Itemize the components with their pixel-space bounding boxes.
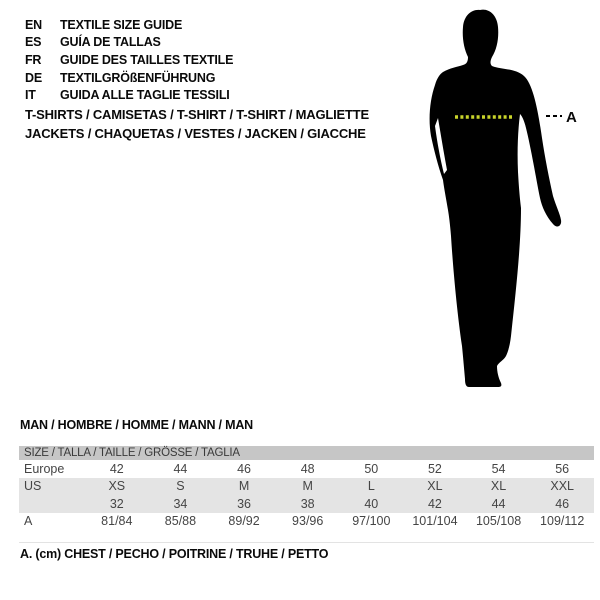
size-cell: M <box>302 479 313 494</box>
size-table <box>19 446 594 530</box>
language-row-en <box>25 16 233 34</box>
size-cell: 48 <box>300 461 315 476</box>
man-silhouette <box>410 0 600 400</box>
table-row-numeric <box>19 495 594 513</box>
table-row-europe <box>19 460 594 478</box>
size-cell: 54 <box>491 461 506 476</box>
size-cell: 105/108 <box>475 514 522 529</box>
category-line-tshirts: T-SHIRTS / CAMISETAS / T-SHIRT / T-SHIRT / MAGLIETTE <box>25 107 369 122</box>
language-row-it <box>25 86 233 104</box>
size-cell: M <box>238 479 250 494</box>
size-cell: 44 <box>173 461 188 476</box>
language-code: DE <box>25 70 42 85</box>
language-label: TEXTILGRÖßENFÜHRUNG <box>60 70 216 85</box>
measure-label-a: A <box>566 109 577 126</box>
language-label: GUIDE DES TAILLES TEXTILE <box>60 52 234 67</box>
table-bottom-rule <box>19 542 594 543</box>
size-cell: 52 <box>427 461 442 476</box>
size-cell: XS <box>108 479 126 494</box>
size-cell: 42 <box>427 496 442 511</box>
size-cell: 97/100 <box>352 514 391 529</box>
language-row-fr <box>25 51 233 69</box>
measurement-footnote: A. (cm) CHEST / PECHO / POITRINE / TRUHE / PETTO <box>20 547 329 561</box>
size-cell: 36 <box>237 496 252 511</box>
size-cell: 81/84 <box>101 514 133 529</box>
language-list <box>25 16 233 104</box>
language-label: GUIDA ALLE TAGLIE TESSILI <box>60 88 230 103</box>
language-code: IT <box>25 88 36 103</box>
size-cell: 85/88 <box>164 514 197 529</box>
size-cell: 46 <box>237 461 252 476</box>
size-cell: 44 <box>491 496 506 511</box>
language-label: TEXTILE SIZE GUIDE <box>60 17 183 32</box>
category-titles <box>25 106 369 143</box>
language-row-de <box>25 69 233 87</box>
table-row-us <box>19 478 594 496</box>
size-cell: 93/96 <box>292 514 324 529</box>
language-label: GUÍA DE TALLAS <box>60 35 161 50</box>
size-cell: 109/112 <box>540 514 585 529</box>
category-line-jackets: JACKETS / CHAQUETAS / VESTES / JACKEN / GIACCHE <box>25 125 366 141</box>
section-title: MAN / HOMBRE / HOMME / MANN / MAN <box>20 418 253 432</box>
size-cell: 50 <box>364 461 379 476</box>
man-silhouette-shape <box>430 10 562 387</box>
language-row-es <box>25 34 233 52</box>
size-cell: 89/92 <box>228 514 260 529</box>
size-cell: L <box>367 479 375 494</box>
row-label: A <box>24 514 33 529</box>
size-cell: XL <box>427 479 443 494</box>
language-code: FR <box>25 52 42 67</box>
size-cell: S <box>176 479 185 494</box>
size-cell: 101/104 <box>412 514 458 529</box>
size-cell: 32 <box>109 496 124 511</box>
row-label: Europe <box>24 461 65 476</box>
language-code: EN <box>25 17 42 32</box>
size-table-header: SIZE / TALLA / TAILLE / GRÖSSE / TAGLIA <box>19 446 594 460</box>
row-label: US <box>24 479 42 494</box>
size-cell: 38 <box>300 496 315 511</box>
size-cell: XXL <box>550 479 574 494</box>
size-cell: XL <box>490 479 507 494</box>
language-code: ES <box>25 35 42 50</box>
size-cell: 46 <box>555 496 570 511</box>
size-cell: 34 <box>173 496 188 511</box>
size-cell: 42 <box>109 461 124 476</box>
table-row-chest <box>19 513 594 531</box>
size-cell: 40 <box>364 496 379 511</box>
size-cell: 56 <box>555 461 570 476</box>
